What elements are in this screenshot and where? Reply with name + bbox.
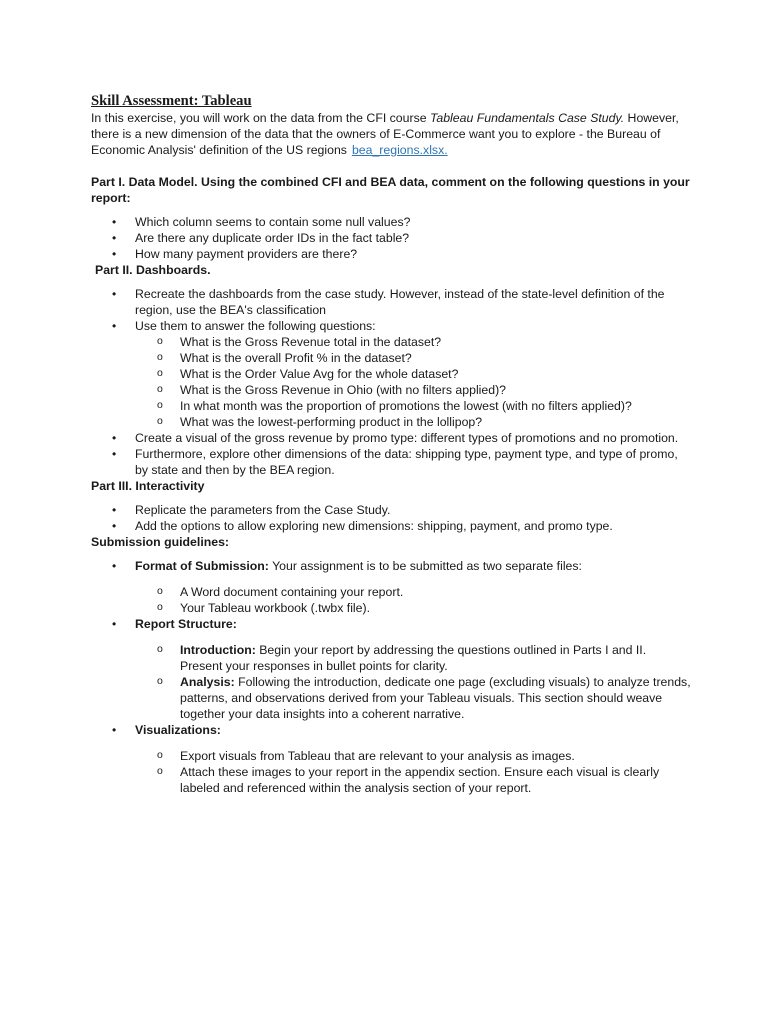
sub-item: o In what month was the proportion of promotions the lowest (with no filters applied)? xyxy=(135,398,691,414)
structure-sub-list xyxy=(135,642,691,722)
part3-heading: Part III. Interactivity xyxy=(91,479,205,493)
list-item xyxy=(91,318,691,430)
list-item: • Are there any duplicate order IDs in the fact table? xyxy=(91,230,691,246)
list-item xyxy=(91,616,691,722)
intro-text-1: In this exercise, you will work on the data from the CFI course xyxy=(91,111,430,125)
analysis-label: Analysis: xyxy=(180,675,235,689)
list-item: • Furthermore, explore other dimensions of the data: shipping type, payment type, and type of promo, by state and then by the BEA region. xyxy=(91,446,691,478)
intro-paragraph xyxy=(91,110,691,158)
part1-list xyxy=(91,214,691,262)
sub-item: o What was the lowest-performing product in the lollipop? xyxy=(135,414,691,430)
intro-label: Introduction: xyxy=(180,643,256,657)
sub-item: o Your Tableau workbook (.twbx file). xyxy=(135,600,691,616)
list-item: • Which column seems to contain some null values? xyxy=(91,214,691,230)
visualizations-label: Visualizations: xyxy=(135,723,221,737)
list-item: • Recreate the dashboards from the case study. However, instead of the state-level definition of the region, use the BEA's classification xyxy=(91,286,691,318)
format-text: Your assignment is to be submitted as two separate files: xyxy=(268,559,582,573)
list-item: • Create a visual of the gross revenue by promo type: different types of promotions and no promotion. xyxy=(91,430,691,446)
bea-regions-link[interactable]: bea_regions.xlsx. xyxy=(351,143,448,157)
sub-item: o Attach these images to your report in the appendix section. Ensure each visual is clearly labeled and referenced within the analysis section of your report. xyxy=(135,764,691,796)
sub-item xyxy=(135,642,691,674)
list-item xyxy=(91,558,691,616)
list-item-text: Use them to answer the following questions: xyxy=(135,319,376,333)
list-item xyxy=(91,722,691,796)
visualizations-sub-list xyxy=(135,748,691,796)
sub-item xyxy=(135,674,691,722)
part2-heading: Part II. Dashboards. xyxy=(95,263,211,277)
document-page xyxy=(91,92,691,796)
intro-text-2: However, there is a new dimension of the data that the owners of E-Commerce want you to explore - the Bureau of Economic Analysis' definition of the US regions xyxy=(91,111,679,157)
list-item: • Add the options to allow exploring new dimensions: shipping, payment, and promo type. xyxy=(91,518,691,534)
sub-item: o What is the Gross Revenue in Ohio (with no filters applied)? xyxy=(135,382,691,398)
format-sub-list xyxy=(135,584,691,616)
format-label: Format of Submission: xyxy=(135,559,269,573)
list-item: • How many payment providers are there? xyxy=(91,246,691,262)
course-name: Tableau Fundamentals Case Study. xyxy=(430,111,625,125)
part2-questions xyxy=(135,334,691,430)
sub-item: o What is the Order Value Avg for the whole dataset? xyxy=(135,366,691,382)
sub-item: o A Word document containing your report. xyxy=(135,584,691,600)
part1-heading: Part I. Data Model. Using the combined CFI and BEA data, comment on the following questions in your report: xyxy=(91,175,690,205)
part3-list xyxy=(91,502,691,534)
intro-desc: Begin your report by addressing the questions outlined in Parts I and II. Present your responses in bullet points for clarity. xyxy=(180,643,647,673)
submission-list xyxy=(91,558,691,796)
sub-item: o What is the Gross Revenue total in the dataset? xyxy=(135,334,691,350)
analysis-desc: Following the introduction, dedicate one page (excluding visuals) to analyze trends, patterns, and observations derived from your Tableau visuals. This section should weave together your data insights into a coherent narrative. xyxy=(180,675,691,721)
list-item: • Replicate the parameters from the Case Study. xyxy=(91,502,691,518)
page-title: Skill Assessment: Tableau xyxy=(91,93,252,109)
sub-item: o What is the overall Profit % in the dataset? xyxy=(135,350,691,366)
submission-heading: Submission guidelines: xyxy=(91,535,230,549)
sub-item: o Export visuals from Tableau that are relevant to your analysis as images. xyxy=(135,748,691,764)
part2-list xyxy=(91,286,691,478)
structure-label: Report Structure: xyxy=(135,617,237,631)
